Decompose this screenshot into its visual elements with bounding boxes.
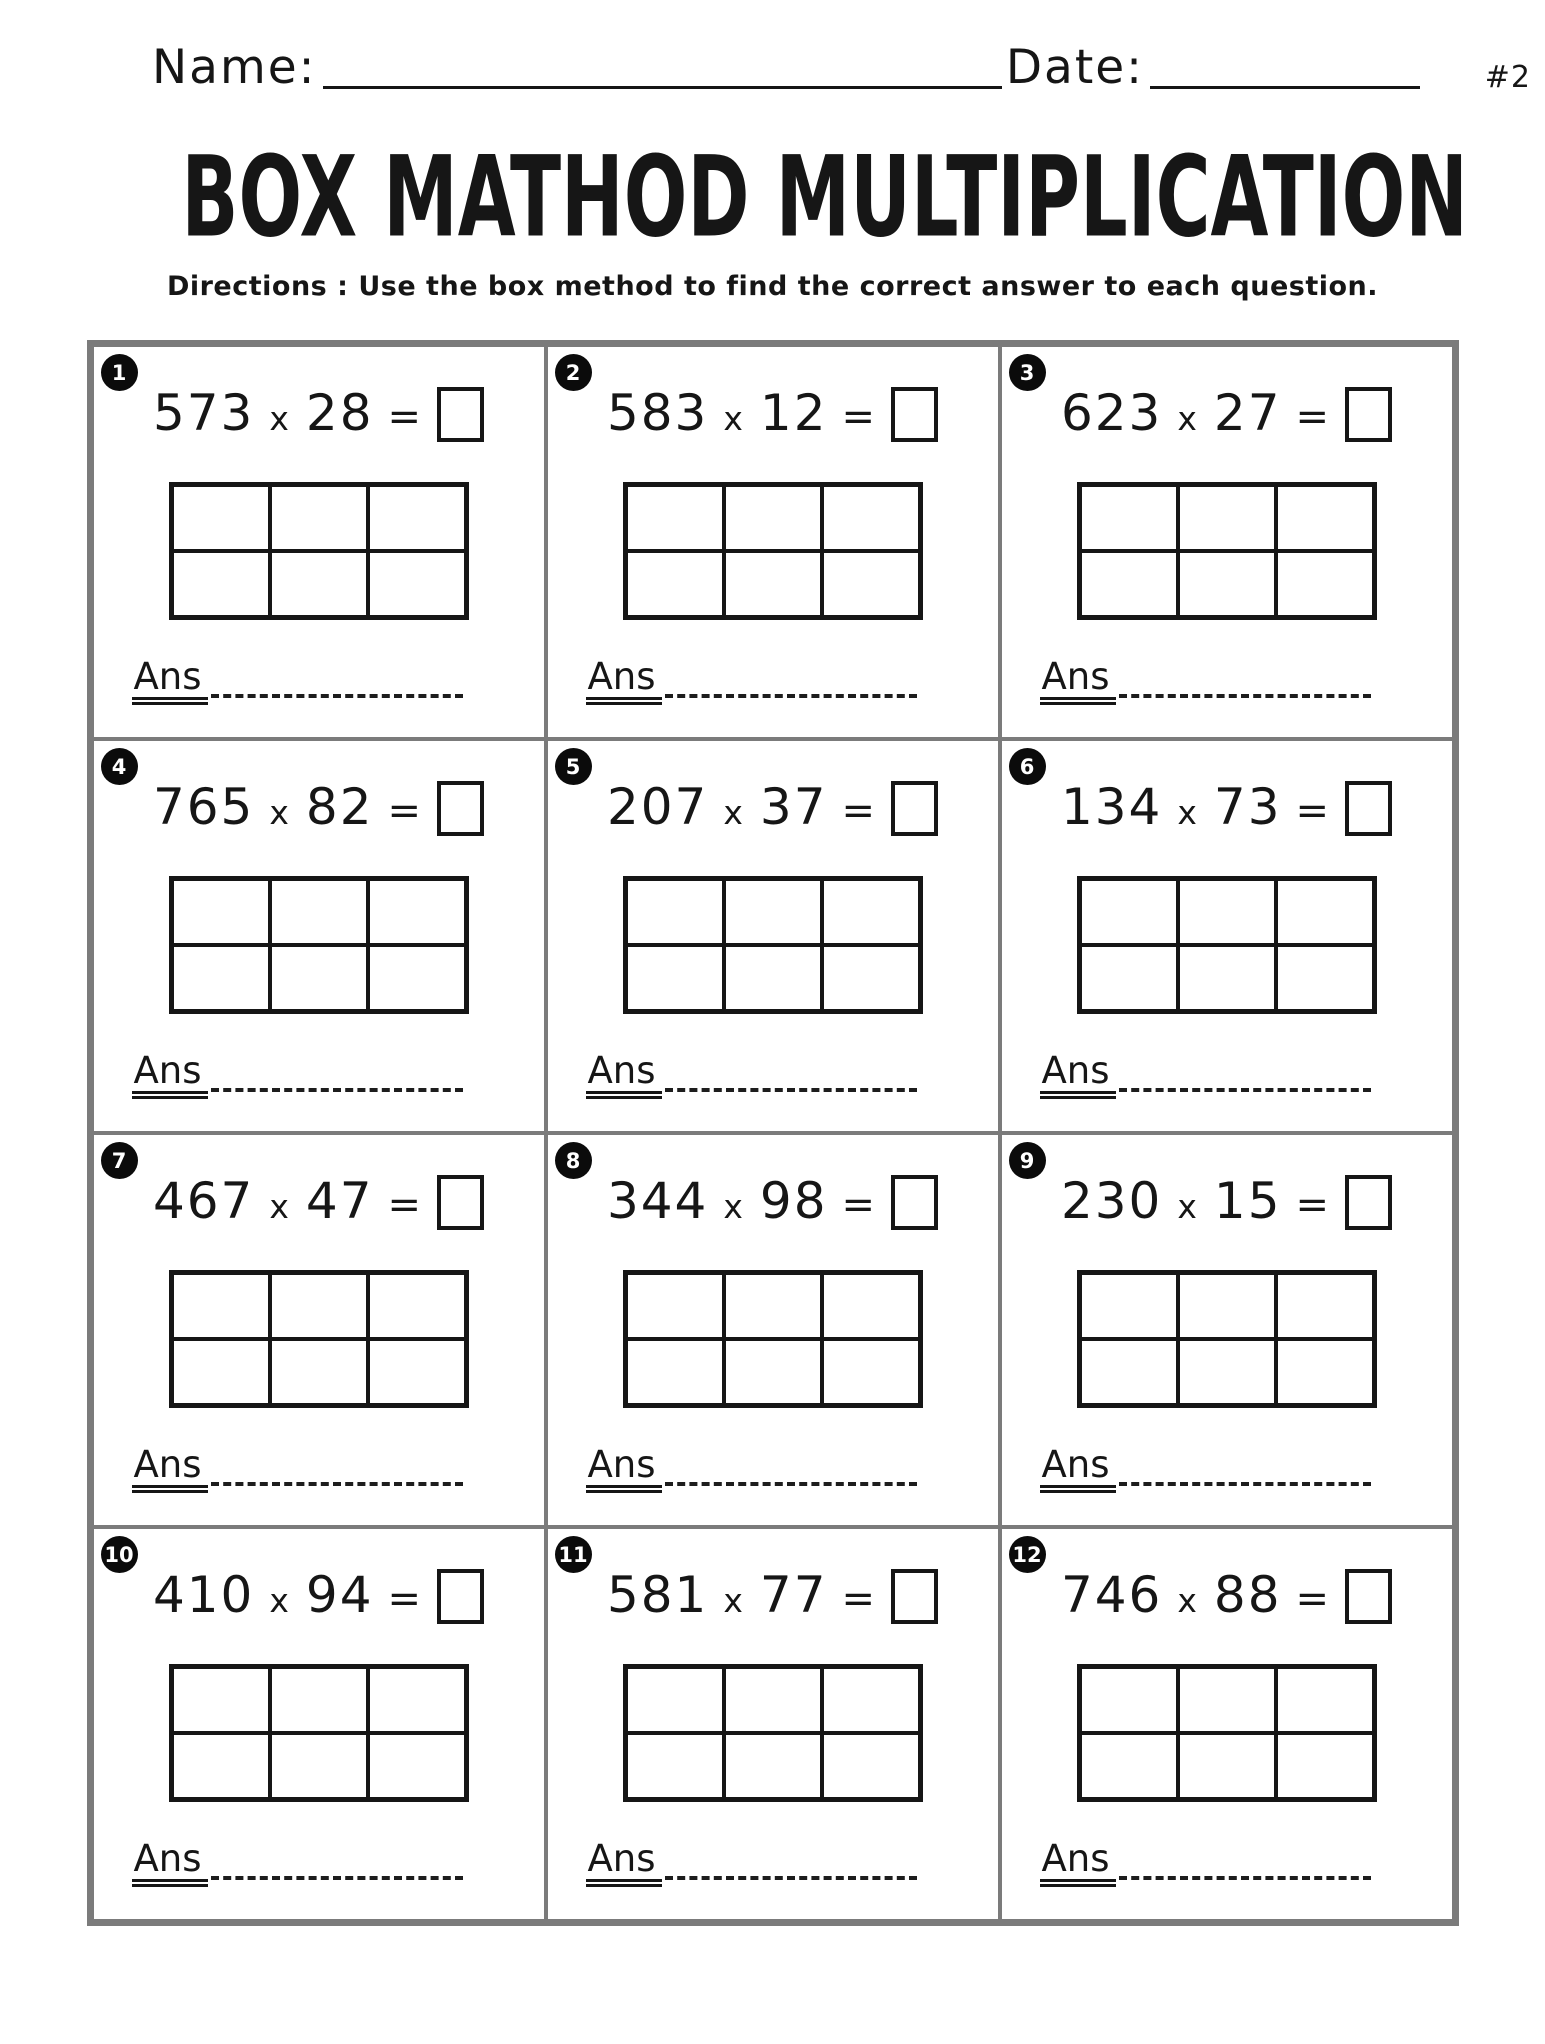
- equals-symbol: =: [1295, 788, 1332, 834]
- answer-dashed-line[interactable]: [211, 1480, 463, 1486]
- problem-number-badge: [101, 1142, 138, 1179]
- box-grid-cell[interactable]: [172, 1667, 270, 1733]
- factor1: 344: [606, 1172, 709, 1230]
- box-grid-cell[interactable]: [270, 1667, 368, 1733]
- problem-cell-8: [546, 1133, 1000, 1527]
- box-grid-cell[interactable]: [172, 1273, 270, 1339]
- problem-number-badge: [101, 748, 138, 785]
- problem-number: 2: [565, 360, 581, 385]
- times-symbol: x: [723, 793, 745, 832]
- box-grid-cell[interactable]: [1178, 551, 1276, 617]
- equals-symbol: =: [387, 1576, 424, 1622]
- box-grid-cell[interactable]: [172, 1339, 270, 1405]
- times-symbol: x: [1177, 1187, 1199, 1226]
- problem-number-badge: [555, 354, 592, 391]
- box-grid-cell[interactable]: [626, 879, 724, 945]
- box-method-grid: [623, 876, 923, 1014]
- ans-label: Ans: [1040, 1447, 1116, 1493]
- box-method-grid: [623, 1270, 923, 1408]
- equation: [1002, 375, 1452, 442]
- box-grid-cell[interactable]: [626, 945, 724, 1011]
- times-symbol: x: [269, 399, 291, 438]
- answer-box[interactable]: [437, 781, 484, 836]
- box-grid-cell[interactable]: [724, 485, 822, 551]
- times-symbol: x: [1177, 793, 1199, 832]
- box-grid-cell[interactable]: [1080, 879, 1178, 945]
- answer-line: [132, 1442, 477, 1493]
- problem-number-badge: [1009, 354, 1046, 391]
- box-grid-cell[interactable]: [1178, 1339, 1276, 1405]
- equals-symbol: =: [387, 788, 424, 834]
- problem-number: 11: [558, 1542, 588, 1567]
- box-grid-cell[interactable]: [626, 1339, 724, 1405]
- answer-dashed-line[interactable]: [211, 1874, 463, 1880]
- equation: [1002, 1163, 1452, 1230]
- equals-symbol: =: [1295, 1182, 1332, 1228]
- factor1: 134: [1060, 778, 1163, 836]
- times-symbol: x: [269, 793, 291, 832]
- problem-number-badge: [555, 1536, 592, 1573]
- times-symbol: x: [269, 1187, 291, 1226]
- problem-number-badge: [1009, 1142, 1046, 1179]
- problem-cell-12: [1000, 1527, 1454, 1921]
- box-grid-cell[interactable]: [724, 1273, 822, 1339]
- box-grid-cell[interactable]: [822, 551, 920, 617]
- box-grid-cell[interactable]: [1080, 945, 1178, 1011]
- ans-label: Ans: [1040, 659, 1116, 705]
- equation: [548, 1163, 998, 1230]
- box-grid-cell[interactable]: [626, 1667, 724, 1733]
- answer-dashed-line[interactable]: [665, 1480, 917, 1486]
- equation: [1002, 1557, 1452, 1624]
- problem-number-badge: [1009, 1536, 1046, 1573]
- factor1: 467: [152, 1172, 255, 1230]
- box-grid-cell[interactable]: [270, 485, 368, 551]
- equals-symbol: =: [1295, 1576, 1332, 1622]
- problem-number-badge: [555, 1142, 592, 1179]
- answer-line: [1040, 1048, 1385, 1099]
- problem-cell-1: [92, 345, 546, 739]
- box-method-grid: [1077, 1270, 1377, 1408]
- box-grid-cell[interactable]: [1080, 1733, 1178, 1799]
- times-symbol: x: [723, 1187, 745, 1226]
- box-method-grid: [169, 1270, 469, 1408]
- box-grid-cell[interactable]: [822, 1339, 920, 1405]
- box-grid-cell[interactable]: [1178, 879, 1276, 945]
- box-grid-cell[interactable]: [270, 1733, 368, 1799]
- factor1: 581: [606, 1566, 709, 1624]
- problem-cell-5: [546, 739, 1000, 1133]
- answer-line: [132, 654, 477, 705]
- box-grid-cell[interactable]: [724, 879, 822, 945]
- answer-line: [1040, 1836, 1385, 1887]
- factor2: 94: [305, 1566, 374, 1624]
- problem-cell-9: [1000, 1133, 1454, 1527]
- equals-symbol: =: [387, 1182, 424, 1228]
- box-grid-cell[interactable]: [822, 1733, 920, 1799]
- answer-box[interactable]: [437, 387, 484, 442]
- equation: [548, 1557, 998, 1624]
- equals-symbol: =: [1295, 394, 1332, 440]
- factor2: 28: [305, 384, 374, 442]
- box-grid-cell[interactable]: [368, 485, 466, 551]
- problem-number: 7: [111, 1148, 127, 1173]
- ans-label: Ans: [586, 1841, 662, 1887]
- problem-number-badge: [1009, 748, 1046, 785]
- answer-dashed-line[interactable]: [1119, 1874, 1371, 1880]
- answer-line: [586, 1048, 931, 1099]
- factor2: 12: [759, 384, 828, 442]
- factor2: 98: [759, 1172, 828, 1230]
- box-grid-cell[interactable]: [270, 879, 368, 945]
- factor2: 15: [1213, 1172, 1282, 1230]
- header: [152, 40, 1420, 95]
- box-method-grid: [623, 482, 923, 620]
- problem-number: 3: [1019, 360, 1035, 385]
- answer-line: [132, 1836, 477, 1887]
- answer-line: [586, 654, 931, 705]
- page-title: BOX MATHOD MULTIPLICATION: [181, 132, 1468, 263]
- box-method-grid: [623, 1664, 923, 1802]
- factor1: 573: [152, 384, 255, 442]
- problem-number-badge: [101, 1536, 138, 1573]
- box-grid-cell[interactable]: [1178, 945, 1276, 1011]
- box-grid-cell[interactable]: [172, 945, 270, 1011]
- box-grid-cell[interactable]: [368, 551, 466, 617]
- equation: [548, 375, 998, 442]
- answer-dashed-line[interactable]: [1119, 1480, 1371, 1486]
- box-grid-cell[interactable]: [368, 945, 466, 1011]
- box-grid-cell[interactable]: [1276, 945, 1374, 1011]
- problem-number: 10: [104, 1542, 134, 1567]
- ans-label: Ans: [586, 1447, 662, 1493]
- box-grid-cell[interactable]: [1080, 1339, 1178, 1405]
- factor1: 410: [152, 1566, 255, 1624]
- name-label: Name:: [152, 40, 317, 95]
- answer-dashed-line[interactable]: [665, 692, 917, 698]
- box-method-grid: [1077, 876, 1377, 1014]
- box-grid-cell[interactable]: [1080, 485, 1178, 551]
- box-grid-cell[interactable]: [1276, 1667, 1374, 1733]
- factor1: 765: [152, 778, 255, 836]
- problem-number-badge: [555, 748, 592, 785]
- box-grid-cell[interactable]: [172, 551, 270, 617]
- answer-line: [1040, 654, 1385, 705]
- factor1: 230: [1060, 1172, 1163, 1230]
- answer-box[interactable]: [437, 1569, 484, 1624]
- box-grid-cell[interactable]: [1080, 1667, 1178, 1733]
- box-grid-cell[interactable]: [1276, 1733, 1374, 1799]
- equals-symbol: =: [387, 394, 424, 440]
- problem-cell-3: [1000, 345, 1454, 739]
- factor2: 37: [759, 778, 828, 836]
- problem-number: 5: [565, 754, 581, 779]
- box-grid-cell[interactable]: [822, 1273, 920, 1339]
- answer-box[interactable]: [1345, 387, 1392, 442]
- box-grid-cell[interactable]: [270, 1339, 368, 1405]
- box-grid-cell[interactable]: [172, 879, 270, 945]
- answer-box[interactable]: [891, 387, 938, 442]
- factor2: 88: [1213, 1566, 1282, 1624]
- equation: [548, 769, 998, 836]
- box-grid-cell[interactable]: [1276, 551, 1374, 617]
- problem-cell-4: [92, 739, 546, 1133]
- problem-number: 1: [111, 360, 127, 385]
- box-grid-cell[interactable]: [1178, 1667, 1276, 1733]
- box-grid-cell[interactable]: [1276, 879, 1374, 945]
- box-grid-cell[interactable]: [822, 485, 920, 551]
- factor2: 73: [1213, 778, 1282, 836]
- name-input-line[interactable]: [323, 85, 1002, 89]
- problem-number: 9: [1019, 1148, 1035, 1173]
- box-grid-cell[interactable]: [368, 1733, 466, 1799]
- box-grid-cell[interactable]: [270, 551, 368, 617]
- ans-label: Ans: [132, 659, 208, 705]
- factor1: 623: [1060, 384, 1163, 442]
- factor2: 77: [759, 1566, 828, 1624]
- factor2: 27: [1213, 384, 1282, 442]
- box-grid-cell[interactable]: [626, 485, 724, 551]
- box-grid-cell[interactable]: [1178, 1273, 1276, 1339]
- problem-cell-10: [92, 1527, 546, 1921]
- problem-cell-11: [546, 1527, 1000, 1921]
- problem-number: 4: [111, 754, 127, 779]
- directions-text: Directions : Use the box method to find the correct answer to each question.: [166, 271, 1379, 302]
- equation: [94, 375, 544, 442]
- answer-line: [586, 1836, 931, 1887]
- box-grid-cell[interactable]: [1276, 1273, 1374, 1339]
- box-method-grid: [1077, 1664, 1377, 1802]
- box-grid-cell[interactable]: [368, 1273, 466, 1339]
- problems-grid: [87, 340, 1459, 1926]
- box-grid-cell[interactable]: [270, 1273, 368, 1339]
- equation: [94, 769, 544, 836]
- answer-line: [132, 1048, 477, 1099]
- box-grid-cell[interactable]: [626, 1733, 724, 1799]
- answer-line: [586, 1442, 931, 1493]
- factor2: 47: [305, 1172, 374, 1230]
- answer-dashed-line[interactable]: [665, 1086, 917, 1092]
- problem-number: 8: [565, 1148, 581, 1173]
- answer-line: [1040, 1442, 1385, 1493]
- box-grid-cell[interactable]: [1178, 485, 1276, 551]
- box-grid-cell[interactable]: [172, 485, 270, 551]
- problem-cell-7: [92, 1133, 546, 1527]
- problem-number: 12: [1012, 1542, 1042, 1567]
- times-symbol: x: [723, 399, 745, 438]
- answer-dashed-line[interactable]: [665, 1874, 917, 1880]
- equation: [94, 1163, 544, 1230]
- ans-label: Ans: [586, 1053, 662, 1099]
- box-grid-cell[interactable]: [822, 879, 920, 945]
- title-row: [0, 132, 1545, 263]
- equals-symbol: =: [841, 1576, 878, 1622]
- ans-label: Ans: [1040, 1053, 1116, 1099]
- answer-dashed-line[interactable]: [211, 692, 463, 698]
- box-grid-cell[interactable]: [172, 1733, 270, 1799]
- answer-dashed-line[interactable]: [1119, 1086, 1371, 1092]
- times-symbol: x: [1177, 1581, 1199, 1620]
- equals-symbol: =: [841, 394, 878, 440]
- ans-label: Ans: [132, 1447, 208, 1493]
- box-grid-cell[interactable]: [822, 1667, 920, 1733]
- box-grid-cell[interactable]: [1276, 1339, 1374, 1405]
- box-method-grid: [169, 1664, 469, 1802]
- factor1: 583: [606, 384, 709, 442]
- box-method-grid: [169, 482, 469, 620]
- times-symbol: x: [1177, 399, 1199, 438]
- answer-box[interactable]: [1345, 1175, 1392, 1230]
- equals-symbol: =: [841, 788, 878, 834]
- box-method-grid: [169, 876, 469, 1014]
- factor1: 746: [1060, 1566, 1163, 1624]
- box-grid-cell[interactable]: [1080, 1273, 1178, 1339]
- times-symbol: x: [723, 1581, 745, 1620]
- box-grid-cell[interactable]: [1178, 1733, 1276, 1799]
- answer-box[interactable]: [1345, 781, 1392, 836]
- equation: [1002, 769, 1452, 836]
- answer-dashed-line[interactable]: [1119, 692, 1371, 698]
- box-grid-cell[interactable]: [724, 1733, 822, 1799]
- answer-box[interactable]: [1345, 1569, 1392, 1624]
- box-grid-cell[interactable]: [270, 945, 368, 1011]
- date-input-line[interactable]: [1150, 85, 1420, 89]
- box-grid-cell[interactable]: [368, 879, 466, 945]
- problem-number-badge: [101, 354, 138, 391]
- box-grid-cell[interactable]: [626, 551, 724, 617]
- answer-box[interactable]: [891, 781, 938, 836]
- box-grid-cell[interactable]: [724, 1339, 822, 1405]
- answer-box[interactable]: [437, 1175, 484, 1230]
- date-label: Date:: [1005, 40, 1144, 95]
- page-number: #2: [1484, 60, 1531, 95]
- ans-label: Ans: [586, 659, 662, 705]
- box-grid-cell[interactable]: [1276, 485, 1374, 551]
- problem-cell-6: [1000, 739, 1454, 1133]
- factor1: 207: [606, 778, 709, 836]
- equation: [94, 1557, 544, 1624]
- problem-cell-2: [546, 345, 1000, 739]
- problem-number: 6: [1019, 754, 1035, 779]
- answer-dashed-line[interactable]: [211, 1086, 463, 1092]
- times-symbol: x: [269, 1581, 291, 1620]
- equals-symbol: =: [841, 1182, 878, 1228]
- ans-label: Ans: [132, 1053, 208, 1099]
- ans-label: Ans: [132, 1841, 208, 1887]
- box-grid-cell[interactable]: [724, 1667, 822, 1733]
- box-grid-cell[interactable]: [822, 945, 920, 1011]
- box-grid-cell[interactable]: [1080, 551, 1178, 617]
- box-grid-cell[interactable]: [724, 551, 822, 617]
- factor2: 82: [305, 778, 374, 836]
- box-grid-cell[interactable]: [368, 1339, 466, 1405]
- box-method-grid: [1077, 482, 1377, 620]
- box-grid-cell[interactable]: [626, 1273, 724, 1339]
- box-grid-cell[interactable]: [368, 1667, 466, 1733]
- ans-label: Ans: [1040, 1841, 1116, 1887]
- answer-box[interactable]: [891, 1569, 938, 1624]
- answer-box[interactable]: [891, 1175, 938, 1230]
- box-grid-cell[interactable]: [724, 945, 822, 1011]
